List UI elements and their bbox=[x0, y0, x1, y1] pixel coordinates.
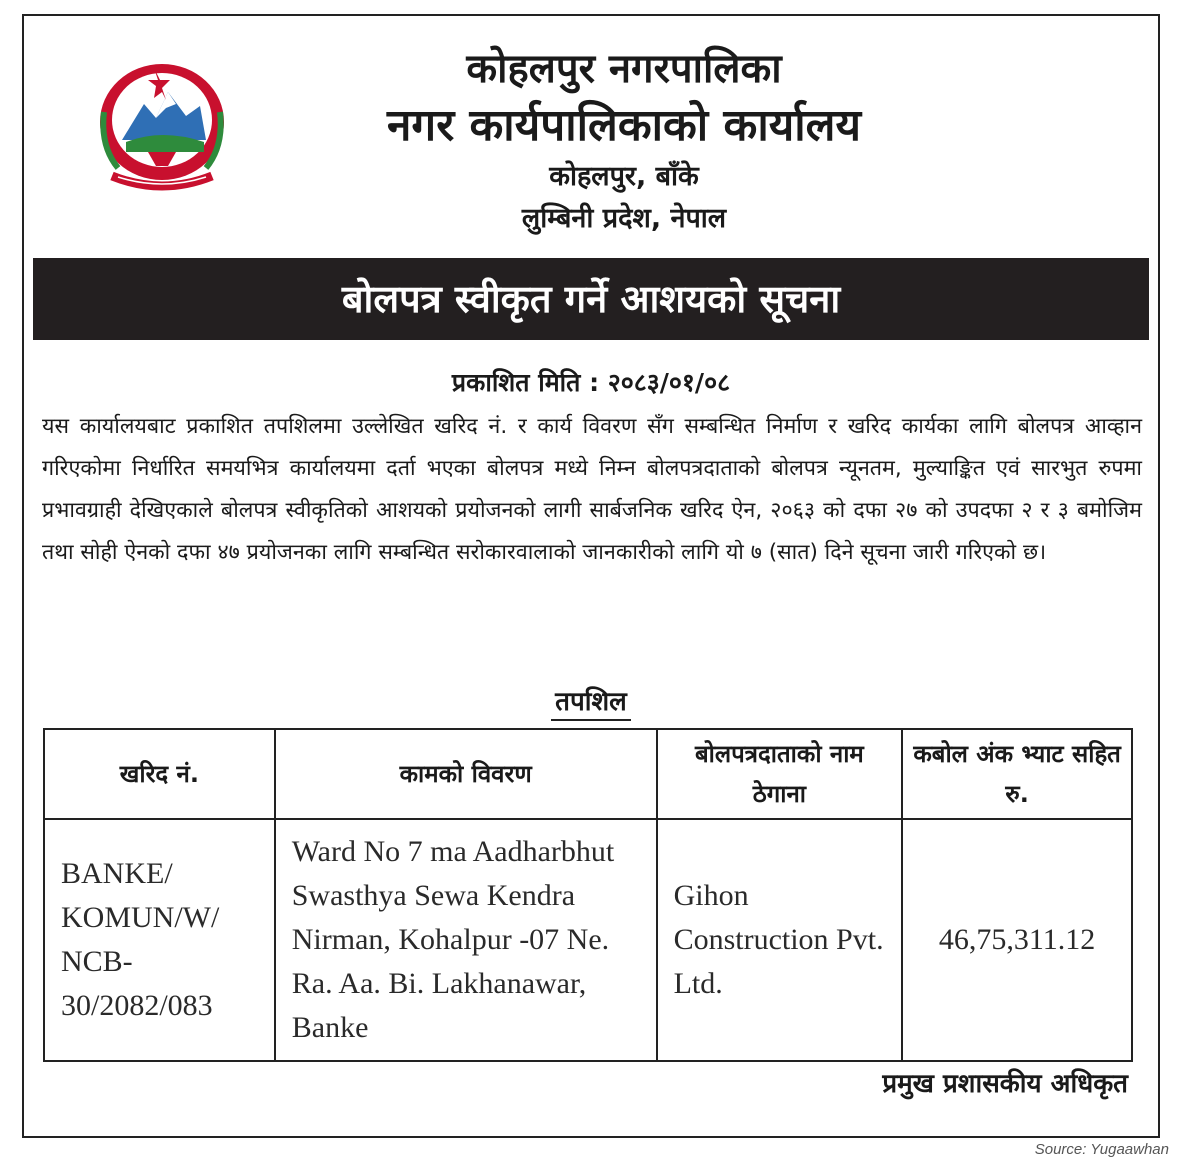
signatory: प्रमुख प्रशासकीय अधिकृत bbox=[882, 1069, 1128, 1099]
notice-title: बोलपत्र स्वीकृत गर्ने आशयको सूचना bbox=[33, 258, 1149, 340]
municipality-name: कोहलपुर नगरपालिका bbox=[466, 46, 782, 92]
header-amount: कबोल अंक भ्याट सहित रु. bbox=[902, 729, 1132, 819]
header-procurement-no: खरिद नं. bbox=[44, 729, 275, 819]
schedule-heading-text: तपशिल bbox=[551, 687, 631, 721]
office-name: नगर कार्यपालिकाको कार्यालय bbox=[387, 100, 861, 151]
notice-frame bbox=[22, 14, 1160, 1138]
bidder-cell: Gihon Construction Pvt. Ltd. bbox=[657, 819, 903, 1061]
header-bidder: बोलपत्रदाताको नाम ठेगाना bbox=[657, 729, 903, 819]
header-work-description: कामको विवरण bbox=[275, 729, 657, 819]
address-line-2: लुम्बिनी प्रदेश, नेपाल bbox=[521, 203, 727, 234]
notice-body: यस कार्यालयबाट प्रकाशित तपशिलमा उल्लेखित खरिद नं. र कार्य विवरण सँग सम्बन्धित निर्माण र खरिद कार्यका लागि बोलपत्र आव्हान गरिएकोमा निर्धारित समयभित्र कार्यालयमा दर्ता भएका बोलपत्र मध्ये निम्न बोलपत्रदाताको बोलपत्र न्यूनतम, मुल्याङ्कित एवं सारभुत रुपमा प्रभावग्राही देखिएकाले बोलपत्र स्वीकृतिको आशयको प्रयोजनको लागी सार्बजनिक खरिद ऐन, २०६३ को दफा २७ को उपदफा २ र ३ बमोजिम तथा सोही ऐनको दफा ४७ प्रयोजनका लागि सम्बन्धित सरोकारवालाको जानकारीको लागि यो ७ (सात) दिने सूचना जारी गरिएको छ। bbox=[42, 414, 1142, 565]
table-row bbox=[44, 819, 1132, 1061]
published-date: प्रकाशित मिति : २०८३/०१/०८ bbox=[451, 368, 731, 397]
nepal-government-emblem-icon bbox=[82, 56, 242, 196]
procurement-no-cell: BANKE/ KOMUN/W/ NCB- 30/2082/083 bbox=[44, 819, 275, 1061]
schedule-heading bbox=[24, 684, 1158, 720]
table-header-row bbox=[44, 729, 1132, 819]
address-line-1: कोहलपुर, बाँके bbox=[549, 161, 699, 192]
office-header bbox=[244, 42, 1004, 240]
amount-cell: 46,75,311.12 bbox=[902, 819, 1132, 1061]
source-credit: Source: Yugaawhan bbox=[1034, 1141, 1169, 1158]
schedule-table bbox=[43, 728, 1133, 1062]
work-description-cell: Ward No 7 ma Aadharbhut Swasthya Sewa Kendra Nirman, Kohalpur -07 Ne. Ra. Aa. Bi. Lakhanawar, Banke bbox=[275, 819, 657, 1061]
